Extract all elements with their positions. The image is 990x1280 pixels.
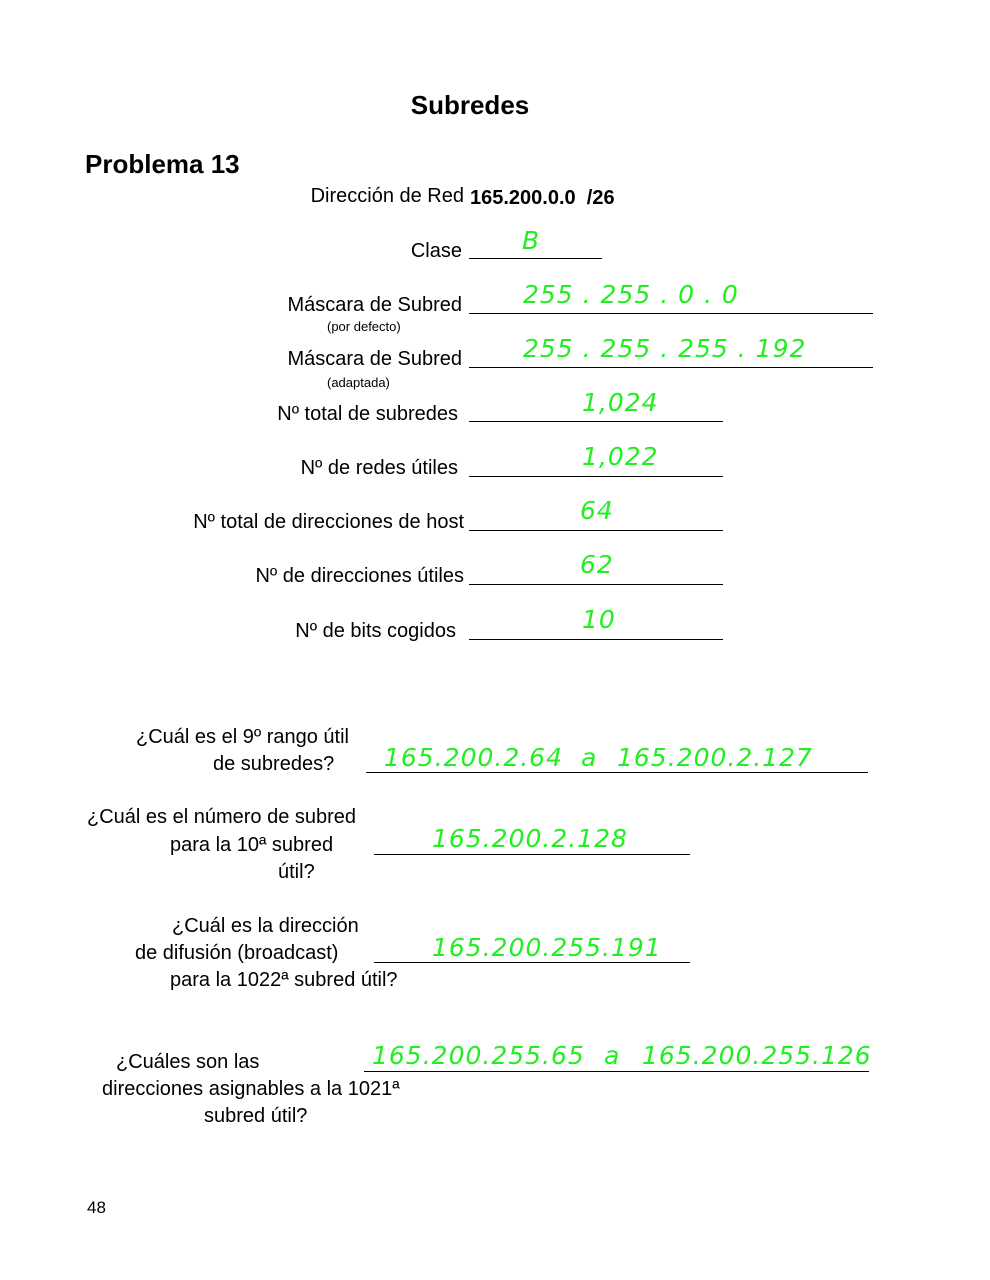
q1-line1: ¿Cuál es el 9º rango útil: [136, 726, 349, 748]
network-address: [470, 187, 615, 210]
useful-hosts-label: Nº de direcciones útiles: [255, 565, 464, 587]
problem-title: Problema 13: [85, 149, 240, 179]
mask-default-sublabel: (por defecto): [327, 319, 401, 334]
network-label: Dirección de Red: [310, 185, 464, 207]
bits-label: Nº de bits cogidos: [295, 620, 456, 642]
page-number: 48: [87, 1198, 106, 1217]
clase-label: Clase: [410, 240, 462, 262]
q2-line3: útil?: [278, 861, 315, 883]
clase-answer: B: [522, 226, 541, 255]
total-subnets-answer-line: [469, 421, 723, 422]
q2-line1: ¿Cuál es el número de subred: [87, 806, 357, 828]
total-hosts-answer-line: [469, 530, 723, 531]
mask-default-label: Máscara de Subred: [287, 294, 462, 316]
q4-line2: direcciones asignables a la 1021ª: [102, 1078, 400, 1100]
bits-answer-line: [469, 639, 723, 640]
q1-line2: de subredes?: [213, 753, 335, 775]
mask-adapted-answer: 255 . 255 . 255 . 192: [523, 334, 807, 363]
q3-answer: 165.200.255.191: [432, 933, 662, 962]
q4-answer-from: 165.200.255.65: [372, 1041, 585, 1070]
total-hosts-answer: 64: [580, 496, 614, 525]
q4-answer-to: 165.200.255.126: [642, 1041, 872, 1070]
q3-answer-line: [374, 962, 690, 963]
q1-answer-line: [366, 772, 868, 773]
mask-default-answer: 255 . 255 . 0 . 0: [523, 280, 739, 309]
total-subnets-label: Nº total de subredes: [277, 403, 458, 425]
total-subnets-answer: 1,024: [582, 388, 659, 417]
q2-line2: para la 10ª subred: [170, 834, 334, 856]
useful-nets-answer: 1,022: [582, 442, 659, 471]
network-prefix: /26: [586, 187, 615, 209]
q3-line1: ¿Cuál es la dirección: [172, 915, 359, 937]
q4-connector: a: [604, 1041, 621, 1070]
q1-answer-from: 165.200.2.64: [384, 743, 563, 772]
page-title: Subredes: [410, 90, 530, 120]
useful-hosts-answer: 62: [580, 550, 614, 579]
q2-answer: 165.200.2.128: [432, 824, 628, 853]
q4-line1: ¿Cuáles son las: [116, 1051, 260, 1073]
q4-answer-line: [364, 1071, 869, 1072]
useful-nets-answer-line: [469, 476, 723, 477]
total-hosts-label: Nº total de direcciones de host: [193, 511, 464, 533]
network-ip: 165.200.0.0: [470, 187, 576, 209]
useful-nets-label: Nº de redes útiles: [300, 457, 458, 479]
q1-answer-to: 165.200.2.127: [617, 743, 813, 772]
mask-adapted-answer-line: [469, 367, 873, 368]
mask-adapted-sublabel: (adaptada): [327, 375, 390, 390]
q1-connector: a: [581, 743, 598, 772]
q3-line2: de difusión (broadcast): [135, 942, 339, 964]
useful-hosts-answer-line: [469, 584, 723, 585]
mask-adapted-label: Máscara de Subred: [287, 348, 462, 370]
clase-answer-line: [469, 258, 602, 259]
bits-answer: 10: [582, 605, 616, 634]
mask-default-answer-line: [469, 313, 873, 314]
q2-answer-line: [374, 854, 690, 855]
q4-line3: subred útil?: [204, 1105, 308, 1127]
q3-line3: para la 1022ª subred útil?: [170, 969, 398, 991]
